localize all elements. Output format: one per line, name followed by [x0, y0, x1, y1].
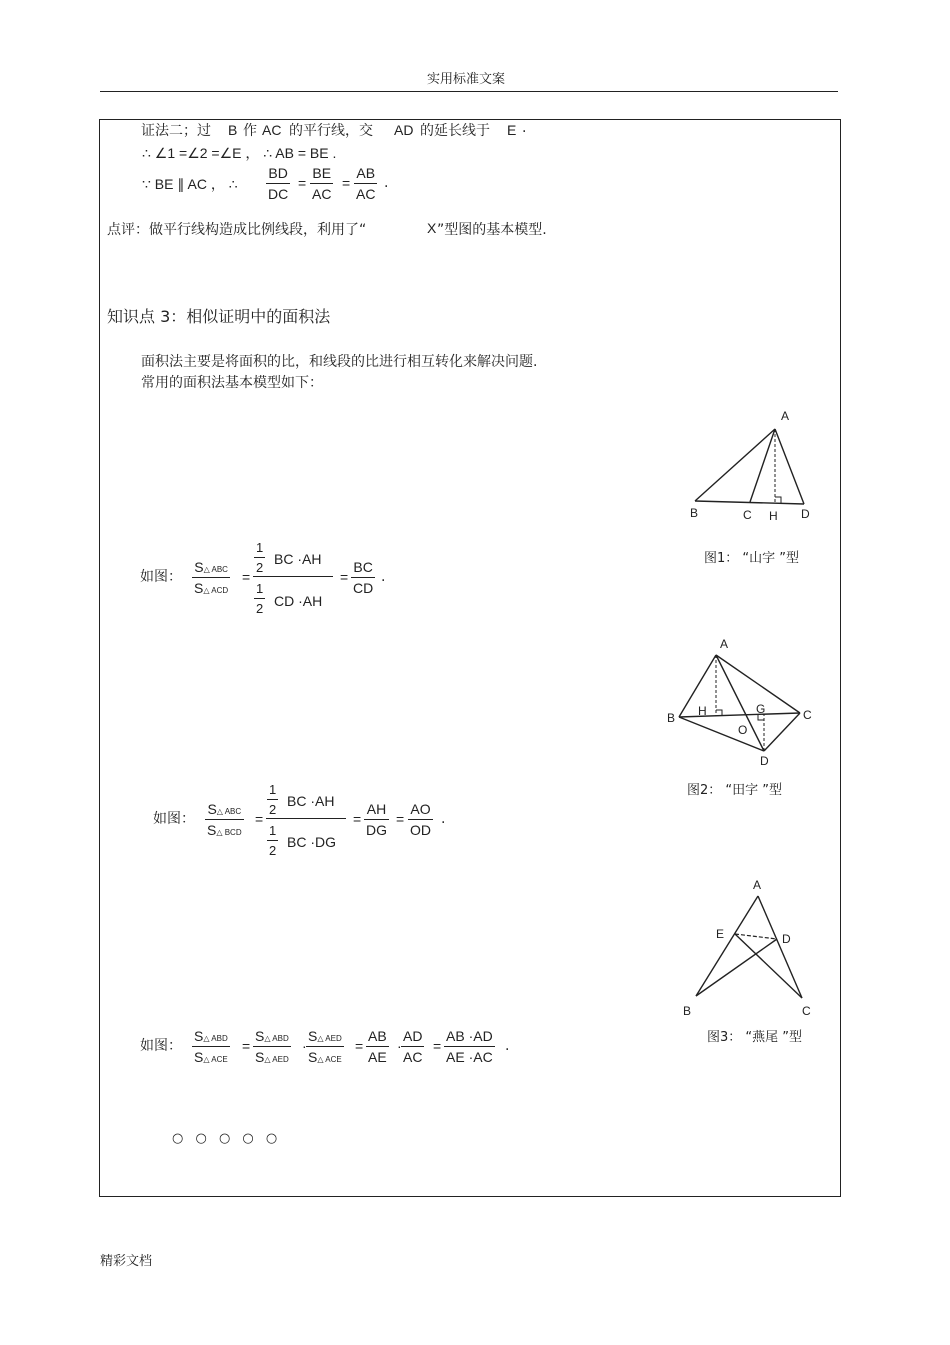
fraction-bar [306, 1046, 344, 1047]
proof2-dot: . [522, 120, 527, 136]
label-e: E [716, 927, 725, 941]
fraction-denominator: DC [268, 186, 289, 202]
area-symbol: S [308, 1028, 318, 1044]
area-symbol: S [207, 822, 217, 838]
formula-label: 如图： [140, 569, 182, 585]
fraction-ab-ac [354, 166, 377, 201]
equals-sign: = [298, 175, 307, 191]
label-d: D [801, 507, 810, 520]
page-header: 实用标准文案 [427, 72, 506, 87]
period: . [381, 569, 386, 585]
fraction-bar [205, 819, 244, 820]
fraction-numerator: AD [403, 1028, 423, 1044]
segment-AC: AC [262, 122, 282, 138]
area-symbol: S [194, 1049, 204, 1065]
fraction-bc-cd [351, 560, 375, 595]
section-title: 知识点 3：相似证明中的面积法 [107, 307, 331, 326]
fraction-ad-ac [401, 1029, 424, 1064]
equals-sign: = [342, 175, 351, 191]
triangle-subscript: △ ACD [203, 586, 229, 595]
area-fraction-aed-ace [306, 1029, 344, 1064]
fraction-denominator: 2 [269, 843, 277, 858]
fraction-numerator: 1 [256, 540, 264, 555]
proof2-yanchang: 的延长线于 [420, 123, 490, 139]
period: . [441, 811, 446, 827]
equals-sign: = [340, 569, 349, 585]
formula-label: 如图： [153, 811, 195, 827]
figure-2-diagram [662, 633, 822, 768]
area-symbol: S [194, 1028, 204, 1044]
fraction-denominator: AE [368, 1049, 387, 1065]
proof2-prefix: 证法二；过 [141, 123, 211, 139]
label-a: A [753, 878, 762, 892]
period: . [384, 175, 389, 191]
half-fraction-top [267, 783, 278, 816]
label-d: D [760, 754, 769, 768]
ellipsis: ○ ○ ○ ○ ○ [172, 1131, 282, 1146]
triangle-subscript: △ BCD [216, 828, 242, 837]
fraction-numerator: BC [353, 559, 373, 575]
equals-sign: = [433, 1038, 442, 1054]
segment-bd [679, 717, 764, 751]
segment-cd [764, 713, 800, 751]
area-symbol: S [255, 1028, 265, 1044]
segment-AD: AD [394, 122, 414, 138]
big-fraction-bar [266, 818, 346, 819]
segment-ad [775, 429, 804, 504]
fraction-bar [401, 1046, 424, 1047]
fraction-bar [408, 819, 433, 820]
fraction-denominator: AE ·AC [446, 1049, 493, 1065]
proof2-because: ∵ BE ∥ AC ， ∴ [142, 176, 238, 192]
right-angle-mark [775, 497, 781, 503]
segment-ab [696, 896, 758, 996]
comment-suffix: ”型图的基本模型. [437, 222, 547, 238]
equals-sign: = [355, 1038, 364, 1054]
area-ratio-fraction [192, 560, 230, 595]
proof2-zuo: 作 [243, 123, 257, 139]
fraction-denominator: DG [366, 822, 387, 838]
half-fraction-bottom [254, 582, 265, 615]
product-bottom: BC ·DG [287, 834, 336, 850]
fraction-bar [444, 1046, 495, 1047]
segment-ce [735, 934, 802, 998]
fraction-numerator: AB [368, 1028, 387, 1044]
fraction-ab-ae [366, 1029, 389, 1064]
label-b: B [683, 1004, 692, 1016]
equals-sign: = [242, 569, 251, 585]
product-top: BC ·AH [287, 793, 335, 809]
fraction-numerator: AB [356, 165, 376, 181]
triangle-subscript: △ ABD [264, 1034, 289, 1043]
triangle-subscript: △ ABD [203, 1034, 228, 1043]
label-d: D [782, 932, 791, 946]
triangle-subscript: △ ABC [203, 565, 228, 574]
fraction-bar [364, 819, 389, 820]
segment-ed [735, 934, 777, 939]
area-symbol: S [308, 1049, 318, 1065]
fraction-ao-od [408, 802, 433, 837]
triangle-subscript: △ ACE [203, 1055, 228, 1064]
period: . [505, 1038, 510, 1054]
comment-prefix: 点评：做平行线构造成比例线段，利用了“ [107, 222, 367, 238]
formula-label: 如图： [140, 1038, 182, 1054]
segment-bd [696, 939, 777, 996]
triangle-subscript: △ ABC [216, 807, 242, 816]
half-fraction-bottom [267, 824, 278, 857]
fraction-bar [310, 183, 333, 184]
label-c: C [743, 508, 752, 520]
fraction-numerator: 1 [256, 581, 264, 596]
fraction-bar [254, 598, 265, 599]
proof2-pingxing: 的平行线，交 [289, 123, 373, 139]
proof2-line2: ∴ ∠1 =∠2 =∠E ， ∴ AB = BE . [142, 145, 337, 161]
fraction-bar [192, 1046, 230, 1047]
point-E: E [507, 122, 517, 138]
figure-2-caption: 图2： “田字 ”型 [687, 783, 783, 798]
header-rule [100, 91, 838, 92]
half-fraction-top [254, 541, 265, 574]
fraction-denominator: AC [403, 1049, 423, 1065]
fraction-numerator: AH [366, 801, 387, 817]
fraction-denominator: AC [312, 186, 332, 202]
fraction-bd-dc [266, 166, 290, 201]
label-a: A [781, 409, 790, 423]
fraction-bar [267, 799, 278, 800]
fraction-denominator: 2 [256, 601, 264, 616]
fraction-numerator: BD [268, 165, 288, 181]
product-top: BC ·AH [274, 551, 322, 567]
triangle-subscript: △ AED [264, 1055, 289, 1064]
fraction-numerator: 1 [269, 823, 277, 838]
fraction-abad-aeac [444, 1029, 495, 1064]
fraction-denominator: 2 [269, 802, 277, 817]
equals-sign: = [242, 1038, 251, 1054]
page-footer: 精彩文档 [100, 1254, 153, 1269]
product-bottom: CD ·AH [274, 593, 323, 609]
fraction-numerator: BE [312, 165, 332, 181]
label-c: C [802, 1004, 811, 1016]
multiply-dot: · [397, 1038, 402, 1054]
comment-x: X [427, 220, 437, 236]
label-b: B [690, 506, 699, 520]
point-B: B [228, 122, 238, 138]
fraction-bar [351, 577, 375, 578]
area-symbol: S [207, 801, 217, 817]
label-b: B [667, 711, 676, 725]
figure-3-diagram [680, 876, 820, 1016]
multiply-dot: · [302, 1038, 307, 1054]
fraction-be-ac [310, 166, 333, 201]
fraction-bar [366, 1046, 389, 1047]
area-fraction-abd-ace [192, 1029, 230, 1064]
fraction-denominator: AC [356, 186, 376, 202]
triangle-subscript: △ ACE [317, 1055, 342, 1064]
label-c: C [803, 708, 812, 722]
fraction-bar [192, 577, 230, 578]
fraction-denominator: CD [353, 580, 374, 596]
section-intro-1: 面积法主要是将面积的比，和线段的比进行相互转化来解决问题. [141, 354, 538, 370]
label-g: G [756, 702, 766, 716]
equals-sign: = [353, 811, 362, 827]
fraction-bar [267, 840, 278, 841]
area-ratio-fraction [205, 802, 244, 837]
fraction-denominator: 2 [256, 560, 264, 575]
figure-3-caption: 图3： “燕尾 ”型 [707, 1030, 803, 1045]
fraction-bar [354, 183, 377, 184]
equals-sign: = [255, 811, 264, 827]
fraction-numerator: AB ·AD [446, 1028, 493, 1044]
label-h: H [698, 704, 707, 718]
figure-1-diagram [685, 405, 825, 520]
fraction-numerator: 1 [269, 782, 277, 797]
fraction-ah-dg [364, 802, 389, 837]
fraction-bar [254, 557, 265, 558]
area-symbol: S [194, 580, 204, 596]
label-a: A [720, 637, 729, 651]
fraction-numerator: AO [410, 801, 431, 817]
label-o: O [738, 723, 748, 737]
fraction-bar [253, 1046, 291, 1047]
figure-1-caption: 图1： “山字 ”型 [704, 551, 800, 566]
area-symbol: S [255, 1049, 265, 1065]
label-h: H [769, 509, 778, 520]
big-fraction-bar [253, 576, 333, 577]
triangle-subscript: △ AED [317, 1034, 342, 1043]
area-fraction-abd-aed [253, 1029, 291, 1064]
equals-sign: = [396, 811, 405, 827]
fraction-denominator: OD [410, 822, 431, 838]
fraction-bar [266, 183, 290, 184]
area-symbol: S [194, 559, 204, 575]
section-intro-2: 常用的面积法基本模型如下： [141, 375, 323, 391]
